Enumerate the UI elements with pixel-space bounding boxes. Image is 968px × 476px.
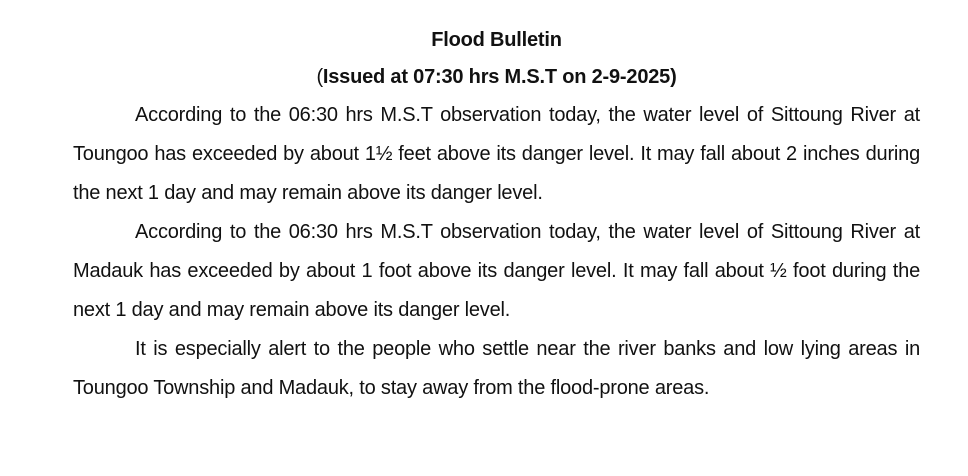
subtitle-text: Issued at 07:30 hrs M.S.T on 2-9-2025) (322, 66, 677, 88)
bulletin-issue-time (73, 58, 920, 96)
flood-bulletin (73, 22, 920, 408)
bulletin-title: Flood Bulletin (431, 29, 562, 51)
paragraph-madauk: According to the 06:30 hrs M.S.T observation today, the water level of Sittoung River at Madauk has exceeded by about 1 foot above its danger level. It may fall about ½ foot during the next 1 day and may remain above its danger level. (73, 221, 920, 321)
paragraph-toungoo: According to the 06:30 hrs M.S.T observation today, the water level of Sittoung River at Toungoo has exceeded by about 1½ feet above its danger level. It may fall about 2 inches during the next 1 day and may remain above its danger level. (73, 104, 920, 204)
subtitle-open-paren: ( (316, 66, 323, 88)
paragraph-alert: It is especially alert to the people who settle near the river banks and low lying areas in Toungoo Township and Madauk, to stay away from the flood-prone areas. (73, 338, 920, 399)
